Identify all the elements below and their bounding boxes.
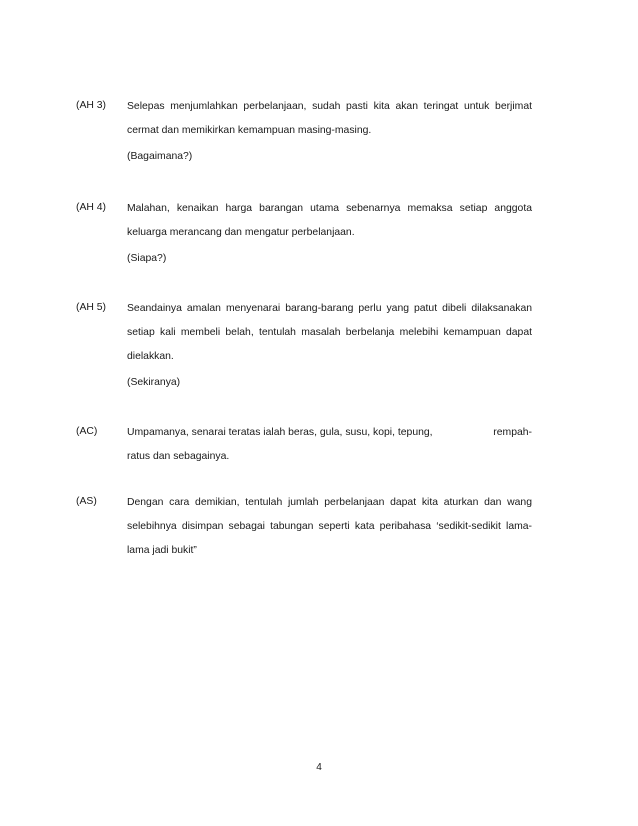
paragraph-line: setiap kali membeli belah, tentulah masalah berbelanja melebihi kemampuan dapat bbox=[127, 327, 532, 338]
paragraph-line: dielakkan. bbox=[127, 351, 174, 362]
paragraph-line bbox=[127, 426, 532, 450]
entry-content bbox=[127, 302, 532, 400]
entry-label: (AH 4) bbox=[76, 202, 107, 213]
paragraph-line: ratus dan sebagainya. bbox=[127, 451, 230, 462]
paragraph-line-right: rempah- bbox=[493, 427, 532, 438]
entry-content bbox=[127, 202, 532, 276]
paragraph-line: Selepas menjumlahkan perbelanjaan, sudah pasti kita akan teringat untuk berjimat bbox=[127, 101, 532, 112]
paragraph-line-left: Umpamanya, senarai teratas ialah beras, gula, susu, kopi, tepung, bbox=[127, 427, 433, 438]
entry-label: (AH 5) bbox=[76, 302, 107, 313]
entry-label: (AC) bbox=[76, 426, 98, 437]
entry-label: (AS) bbox=[76, 496, 97, 507]
paragraph-line: keluarga merancang dan mengatur perbelanjaan. bbox=[127, 227, 355, 238]
paragraph-line: Malahan, kenaikan harga barangan utama sebenarnya memaksa setiap anggota bbox=[127, 203, 532, 214]
paragraph-line: selebihnya disimpan sebagai tabungan seperti kata peribahasa ‘sedikit-sedikit lama- bbox=[127, 521, 532, 532]
paragraph-line: Dengan cara demikian, tentulah jumlah perbelanjaan dapat kita aturkan dan wang bbox=[127, 497, 532, 508]
paragraph-line: cermat dan memikirkan kemampuan masing-masing. bbox=[127, 125, 372, 136]
question-prompt: (Bagaimana?) bbox=[127, 151, 193, 162]
paragraph-line: Seandainya amalan menyenarai barang-barang perlu yang patut dibeli dilaksanakan bbox=[127, 303, 532, 314]
question-prompt: (Siapa?) bbox=[127, 253, 167, 264]
entry-content bbox=[127, 426, 532, 474]
entry-label: (AH 3) bbox=[76, 100, 107, 111]
entry-content bbox=[127, 100, 532, 174]
page-number: 4 bbox=[316, 762, 322, 773]
paragraph-line: lama jadi bukit” bbox=[127, 545, 197, 556]
entry-content bbox=[127, 496, 532, 568]
question-prompt: (Sekiranya) bbox=[127, 377, 181, 388]
